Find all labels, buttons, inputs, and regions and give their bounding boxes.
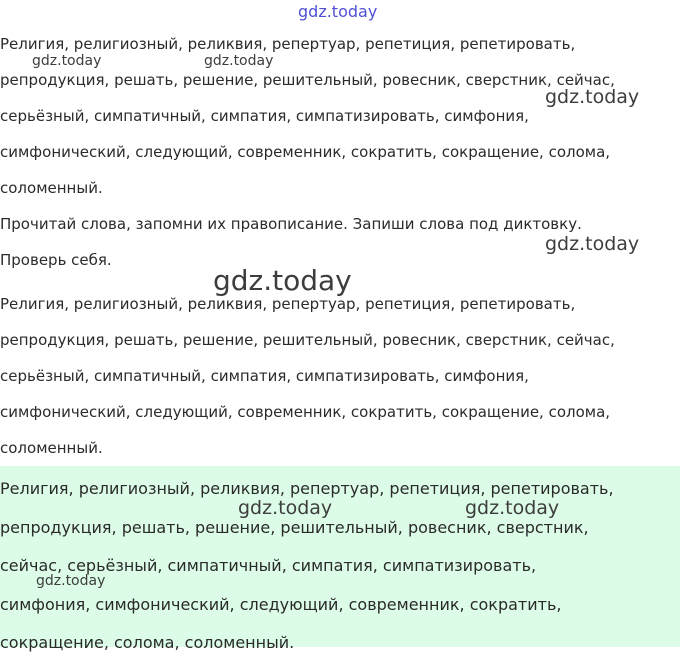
watermark-small-3: gdz.today: [36, 573, 106, 589]
watermark-answer-2: gdz.today: [465, 497, 560, 519]
words-repeat-paragraph: Религия, религиозный, реликвия, репертуар, репетиция, репетировать, репродукция, решать, решение, решительный, ровесник, сверстник, сейчас, серьёзный, симпатичный, симпатия, симпатизировать, симфония, симфонический, следующий, современник, сократить, сокращение, солома, соломенный.: [0, 295, 615, 457]
watermark-answer-1: gdz.today: [238, 497, 333, 519]
watermark-top: gdz.today: [298, 2, 378, 21]
task-paragraph: Прочитай слова, запомни их правописание. Запиши слова под диктовку. Проверь себя.: [0, 215, 582, 269]
answer-paragraph: Религия, религиозный, реликвия, репертуар, репетиция, репетировать, репродукция, решать, решение, решительный, ровесник, сверстник, сейчас, серьёзный, симпатичный, симпатия, симпатизировать, симфония, симфонический, следующий, современник, сократить, сокращение, солома, соломенный.: [0, 479, 614, 652]
watermark-medium-2: gdz.today: [545, 233, 640, 255]
watermark-large: gdz.today: [213, 264, 352, 297]
watermark-small-2: gdz.today: [204, 53, 274, 69]
watermark-medium-1: gdz.today: [545, 86, 640, 108]
words-list-paragraph: Религия, религиозный, реликвия, репертуар, репетиция, репетировать, репродукция, решать, решение, решительный, ровесник, сверстник, сейчас, серьёзный, симпатичный, симпатия, симпатизировать, симфония, симфонический, следующий, современник, сократить, сокращение, солома, соломенный.: [0, 35, 615, 197]
watermark-small-1: gdz.today: [32, 53, 102, 69]
